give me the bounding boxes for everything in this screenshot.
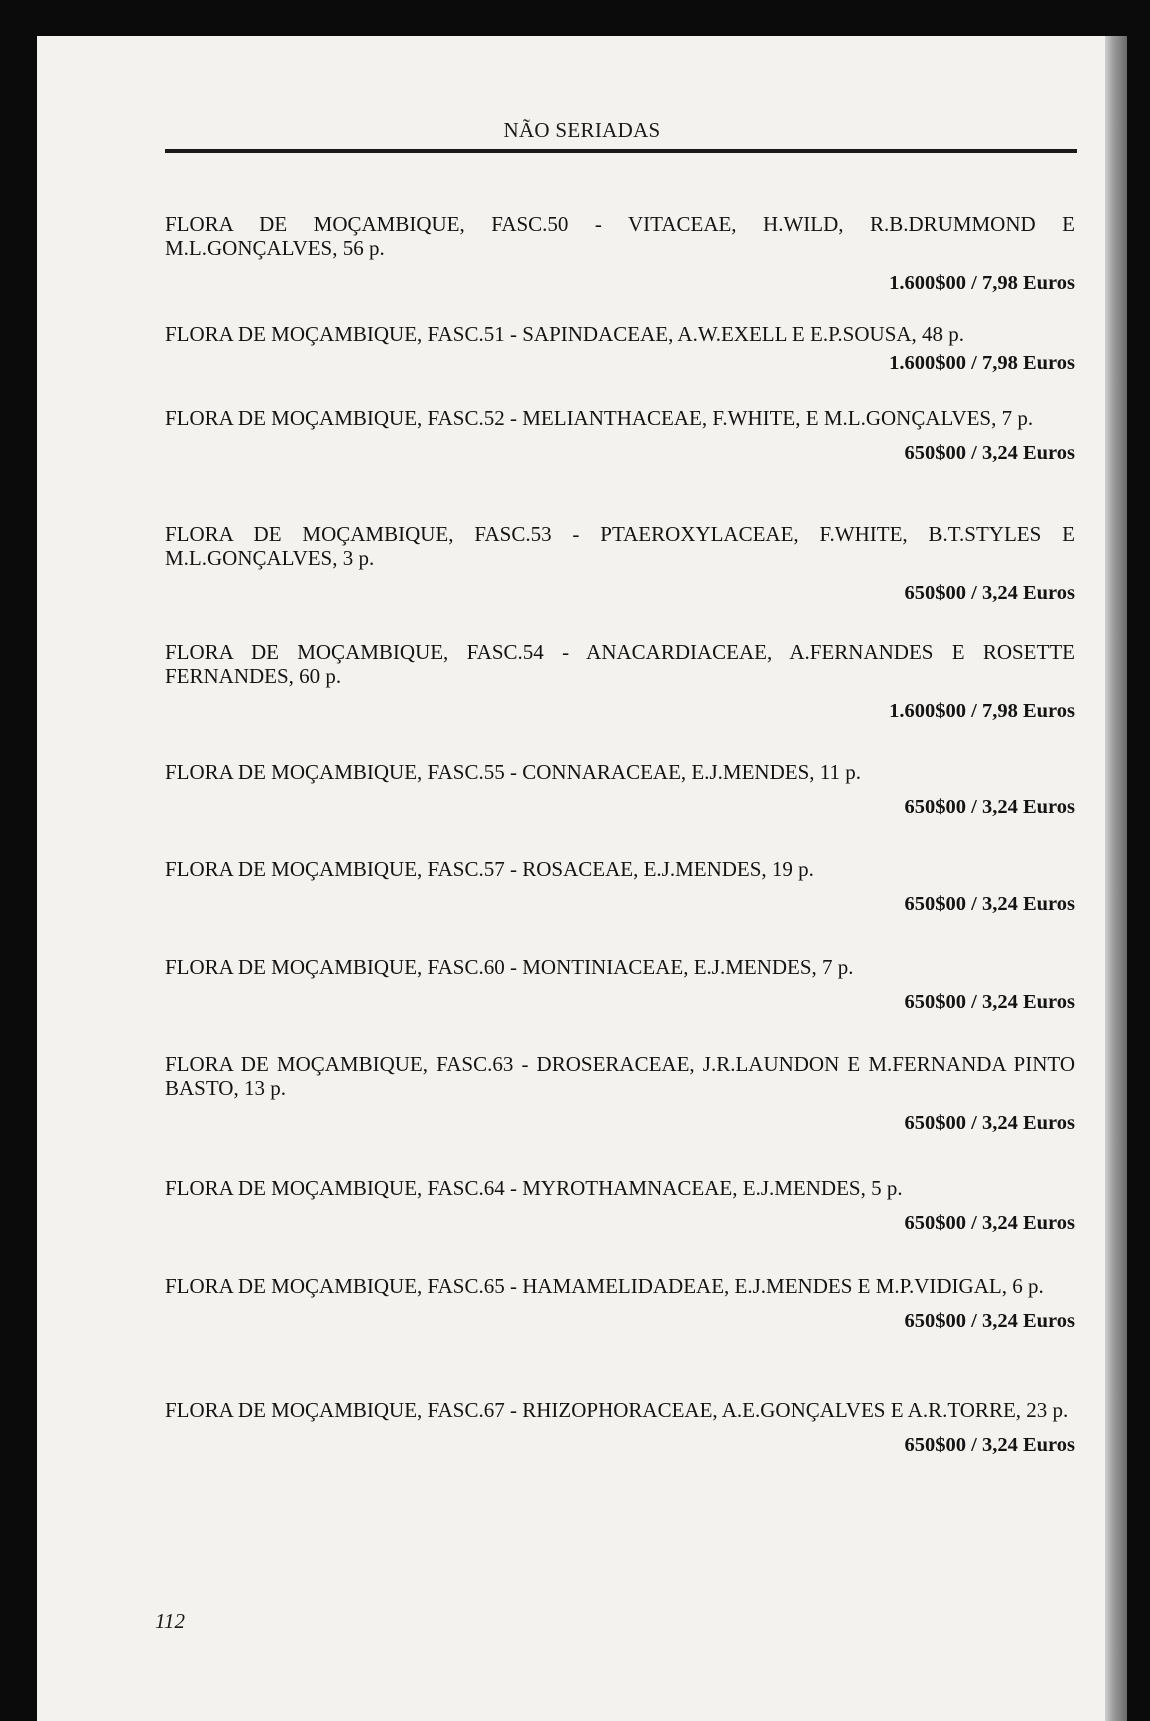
entry-title: FLORA DE MOÇAMBIQUE, FASC.60 - MONTINIACEAE, E.J.MENDES, 7 p. [165, 955, 854, 979]
entry-price: 650$00 / 3,24 Euros [904, 991, 1075, 1013]
section-title: NÃO SERIADAS [503, 118, 661, 142]
entry-price: 650$00 / 3,24 Euros [904, 1112, 1075, 1134]
list-item [165, 1274, 1075, 1398]
entry-title: FLORA DE MOÇAMBIQUE, FASC.53 - PTAEROXYLACEAE, F.WHITE, B.T.STYLES E M.L.GONÇALVES, 3 p. [165, 522, 1075, 570]
entry-title: FLORA DE MOÇAMBIQUE, FASC.57 - ROSACEAE, E.J.MENDES, 19 p. [165, 857, 814, 881]
entry-price: 650$00 / 3,24 Euros [904, 1310, 1075, 1332]
list-item [165, 857, 1075, 955]
entry-price: 650$00 / 3,24 Euros [904, 796, 1075, 818]
entry-price: 650$00 / 3,24 Euros [904, 1212, 1075, 1234]
entry-price: 650$00 / 3,24 Euros [904, 893, 1075, 915]
entry-title: FLORA DE MOÇAMBIQUE, FASC.64 - MYROTHAMNACEAE, E.J.MENDES, 5 p. [165, 1176, 903, 1200]
list-item [165, 1398, 1075, 1498]
entry-title: FLORA DE MOÇAMBIQUE, FASC.52 - MELIANTHACEAE, F.WHITE, E M.L.GONÇALVES, 7 p. [165, 406, 1034, 430]
entry-title: FLORA DE MOÇAMBIQUE, FASC.50 - VITACEAE, H.WILD, R.B.DRUMMOND E M.L.GONÇALVES, 56 p. [165, 212, 1075, 260]
list-item [165, 1052, 1075, 1176]
entry-price: 1.600$00 / 7,98 Euros [889, 352, 1075, 374]
list-item [165, 322, 1075, 406]
document-page [37, 36, 1127, 1721]
list-item [165, 406, 1075, 522]
entry-title: FLORA DE MOÇAMBIQUE, FASC.67 - RHIZOPHORACEAE, A.E.GONÇALVES E A.R.TORRE, 23 p. [165, 1398, 1069, 1422]
entry-title: FLORA DE MOÇAMBIQUE, FASC.54 - ANACARDIACEAE, A.FERNANDES E ROSETTE FERNANDES, 60 p. [165, 640, 1075, 688]
list-item [165, 760, 1075, 857]
entry-price: 650$00 / 3,24 Euros [904, 1434, 1075, 1456]
entry-price: 1.600$00 / 7,98 Euros [889, 272, 1075, 294]
entry-title: FLORA DE MOÇAMBIQUE, FASC.65 - HAMAMELIDADEAE, E.J.MENDES E M.P.VIDIGAL, 6 p. [165, 1274, 1044, 1298]
list-item [165, 1176, 1075, 1274]
list-item [165, 212, 1075, 322]
header-rule [165, 149, 1077, 153]
publication-list [165, 212, 1075, 1498]
entry-price: 650$00 / 3,24 Euros [904, 442, 1075, 464]
list-item [165, 955, 1075, 1052]
list-item [165, 640, 1075, 760]
page-number: 112 [155, 1609, 185, 1633]
entry-title: FLORA DE MOÇAMBIQUE, FASC.55 - CONNARACEAE, E.J.MENDES, 11 p. [165, 760, 861, 784]
list-item [165, 522, 1075, 640]
entry-title: FLORA DE MOÇAMBIQUE, FASC.63 - DROSERACEAE, J.R.LAUNDON E M.FERNANDA PINTO BASTO, 13 p. [165, 1052, 1075, 1100]
page-binding-edge [1105, 36, 1127, 1721]
entry-price: 650$00 / 3,24 Euros [904, 582, 1075, 604]
entry-price: 1.600$00 / 7,98 Euros [889, 700, 1075, 722]
entry-title: FLORA DE MOÇAMBIQUE, FASC.51 - SAPINDACEAE, A.W.EXELL E E.P.SOUSA, 48 p. [165, 322, 965, 346]
